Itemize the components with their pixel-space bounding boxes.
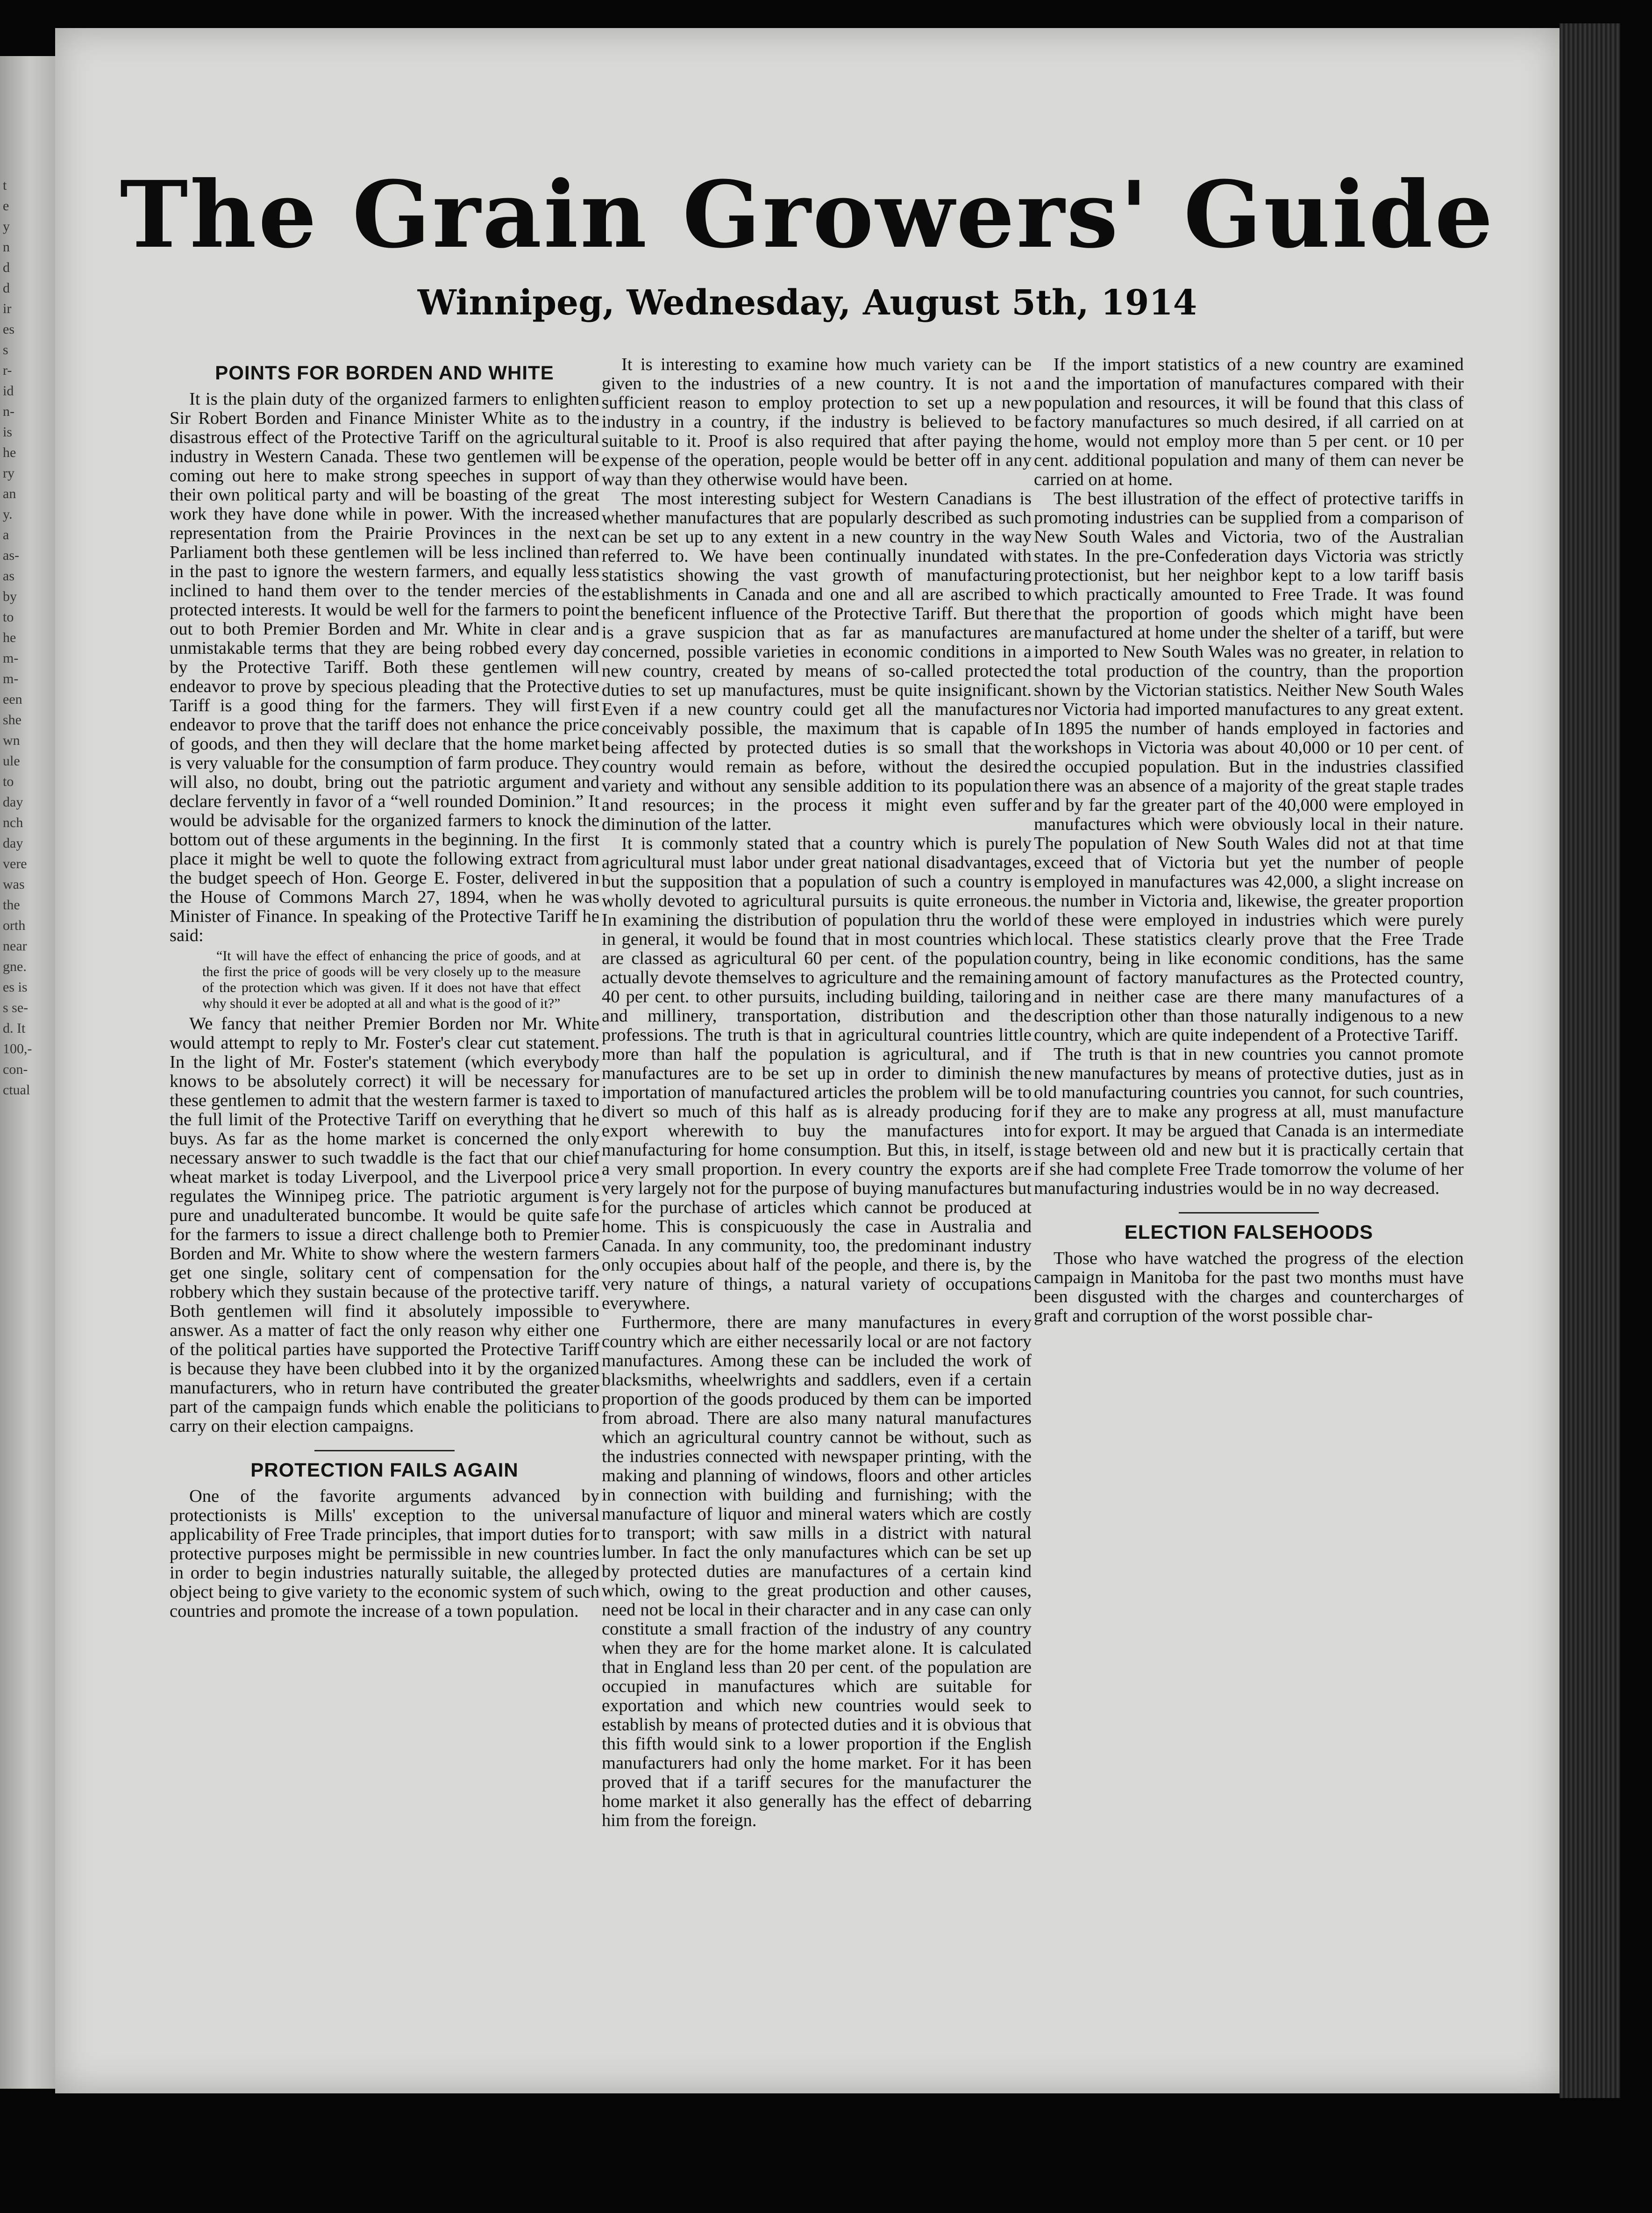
previous-page-text-fragment: as- xyxy=(3,548,19,563)
section-rule xyxy=(1179,1212,1319,1214)
article-paragraph: It is interesting to examine how much variety can be given to the industries of a new country. It is not a sufficient reason to employ protection to set up a new industry in a country, if the industry is believed to be suitable to it. Proof is also required that after paying the expense of the operation, people would be better off in any way than they otherwise would have been. xyxy=(602,355,1032,489)
column-2 xyxy=(602,355,1032,2084)
previous-page-text-fragment: id xyxy=(3,383,14,399)
previous-page-text-fragment: t xyxy=(3,178,7,193)
previous-page-text-fragment: con- xyxy=(3,1062,28,1077)
previous-page-text-fragment: gne. xyxy=(3,959,27,974)
previous-page-text-fragment: 100,- xyxy=(3,1041,32,1057)
article-paragraph: Furthermore, there are many manufactures in every country which are either necessarily local or are not factory manufactures. Among these can be included the work of blacksmiths, wheelwrights and saddlers, even if a certain proportion of the goods produced by them can be imported from abroad. There are also many natural manufactures which an agricultural country cannot be without, such as the industries connected with newspaper printing, with the making and planning of windows, floors and other articles in connection with building and furnishing; with the manufacture of liquor and mineral waters which are costly to transport; with saw mills in a district with natural lumber. In fact the only manufactures which can be set up by protected duties are manufactures of a certain kind which, owing to the great production and other causes, need not be local in their character and in any case can only constitute a small fraction of the industry of any country when they are for the home market alone. It is calculated that in England less than 20 per cent. of the population are occupied in manufactures which are suitable for exportation and which new countries would seek to establish by means of protected duties and it is obvious that this fifth would sink to a lower proportion if the English manufacturers had only the home market. For it has been proved that if a tariff secures for the manufacturer the home market it also generally has the effect of debarring him from the foreign. xyxy=(602,1313,1032,1830)
previous-page-text-fragment: n- xyxy=(3,404,14,419)
previous-page-text-fragment: ry xyxy=(3,465,14,481)
previous-page-text-fragment: the xyxy=(3,897,20,913)
previous-page-text-fragment: a xyxy=(3,527,9,543)
previous-page-text-fragment: ule xyxy=(3,753,20,769)
previous-page-text-fragment: s se- xyxy=(3,1000,28,1015)
article-paragraph: Those who have watched the progress of the election campaign in Manitoba for the past two months must have been disgusted with the charges and countercharges of graft and corruption of the worst possible char- xyxy=(1034,1249,1464,1326)
previous-page-text-fragment: nch xyxy=(3,815,23,830)
previous-page-text-fragment: es is xyxy=(3,979,28,995)
article-paragraph: The best illustration of the effect of protective tariffs in promoting industries can be supplied from a comparison of New South Wales and Victoria, two of the Australian states. In the pre-Confederation days Victoria was strictly protectionist, but her neighbor kept to a low tariff basis which practically amounted to Free Trade. It was found that the proportion of goods which might have been manufactured at home under the shelter of a tariff, but were imported to New South Wales was no greater, in relation to the total production of the country, than the proportion shown by the Victorian statistics. Neither New South Wales nor Victoria had imported manufactures to any great extent. In 1895 the number of hands employed in factories and workshops in Victoria was about 40,000 or 10 per cent. of the occupied population. But in the industries classified there was an absence of a majority of the great staple trades and by far the greater part of the 40,000 were employed in manufactures which were obviously local in their nature. The population of New South Wales did not at that time exceed that of Victoria but yet the number of people employed in manufactures was 42,000, a slight increase on the number in Victoria and, likewise, the greater proportion of these were employed in industries which were purely local. These statistics clearly prove that the Free Trade country, being in like economic conditions, has the same amount of factory manufactures as the Protected country, and in neither case are there many manufactures of a description other than those naturally indigenous to a new country, which are quite independent of a Protective Tariff. xyxy=(1034,489,1464,1045)
previous-page-text-fragment: d. It xyxy=(3,1021,26,1036)
previous-page-text-fragment: orth xyxy=(3,918,26,933)
previous-page-text-fragment: y xyxy=(3,219,10,234)
previous-page-text-fragment: an xyxy=(3,486,16,501)
previous-page-text-fragment: by xyxy=(3,589,17,604)
book-binding-edge xyxy=(1559,23,1620,2098)
article-paragraph: If the import statistics of a new country are examined and the importation of manufactures compared with their population and resources, it will be found that this class of factory manufactures so much desired, if all carried on at home, would not employ more than 5 per cent. or 10 per cent. additional population and many of them can never be carried on at home. xyxy=(1034,355,1464,489)
foster-quote: “It will have the effect of enhancing the price of goods, and at the first the price of goods will be very closely up to the measure of the protection which was given. If it does not have that effect why should it ever be adopted at all and what is the good of it?” xyxy=(202,948,581,1011)
newspaper-page xyxy=(55,28,1559,2093)
column-1 xyxy=(170,355,599,2084)
column-3 xyxy=(1034,355,1464,2084)
previous-page-text-fragment: s xyxy=(3,342,8,357)
previous-page-text-fragment: day xyxy=(3,794,23,810)
previous-page-text-fragment: n xyxy=(3,239,10,255)
article-paragraph: It is commonly stated that a country which is purely agricultural must labor under great national disadvantages, but the supposition that a population of such a country is wholly devoted to agricultural pursuits is quite erroneous. In examining the distribution of population thru the world in general, it would be found that in most countries which are classed as agricultural 60 per cent. of the population actually devote themselves to agriculture and the remaining 40 per cent. to other pursuits, including building, tailoring and millinery, transportation, distribution and the professions. The truth is that in agricultural countries little more than half the population is agricultural, and if manufactures are to be set up in order to diminish the importation of manufactured articles the problem will be to divert so much of this half as is already producing for export wherewith to buy the manufactures into manufacturing for home consumption. But this, in itself, is a very small proportion. In every country the exports are very largely not for the purpose of buying manufactures but for the purchase of articles which cannot be produced at home. This is conspicuously the case in Australia and Canada. In any community, too, the predominant industry only occupies about half of the people, and there is, by the very nature of things, a natural variety of occupations everywhere. xyxy=(602,834,1032,1313)
article-paragraph: The most interesting subject for Western Canadians is whether manufactures that are popularly described as such can be set up to any extent in a new country in the way referred to. We have been continually inundated with statistics showing the vast growth of manufacturing establishments in Canada and one and all are ascribed to the beneficent influence of the Protective Tariff. But there is a grave suspicion that as far as manufactures are concerned, possible varieties in economic conditions in a new country, created by means of so-called protected duties to set up manufactures, must be quite insignificant. Even if a new country could get all the manufactures conceivably possible, the maximum that is capable of being affected by protected duties is so small that the country would remain as before, without the desired variety and without any sensible addition to its population and resources; in the process it might even suffer diminution of the latter. xyxy=(602,489,1032,834)
previous-page-text-fragment: m- xyxy=(3,671,19,686)
previous-page-text-fragment: r- xyxy=(3,363,12,378)
previous-page-text-fragment: vere xyxy=(3,856,27,871)
previous-page-text-fragment: y. xyxy=(3,507,13,522)
previous-page-text-fragment: was xyxy=(3,877,25,892)
previous-page-text-fragment: is xyxy=(3,424,13,440)
previous-page-text-fragment: een xyxy=(3,692,22,707)
article-paragraph: The truth is that in new countries you cannot promote new manufactures by means of protective duties, just as in old manufacturing countries you cannot, for such countries, if they are to make any progress at all, must manufacture for export. It may be argued that Canada is an intermediate stage between old and new but it is practically certain that if she had complete Free Trade tomorrow the volume of her manufacturing industries would be in no way decreased. xyxy=(1034,1044,1464,1198)
section-rule xyxy=(314,1450,455,1451)
previous-page-text-fragment: es xyxy=(3,321,14,337)
previous-page-text-fragment: she xyxy=(3,712,21,728)
article-paragraph: One of the favorite arguments advanced by protectionists is Mills' exception to the universal applicability of Free Trade principles, that import duties for protective purposes might be permissible in new countries in order to begin industries naturally suitable, the alleged object being to give variety to the economic system of such countries and promote the increase of a town population. xyxy=(170,1486,599,1621)
previous-page-text-fragment: as xyxy=(3,568,14,584)
previous-page-text-fragment: ctual xyxy=(3,1082,30,1098)
article-paragraph: We fancy that neither Premier Borden nor Mr. White would attempt to reply to Mr. Foster's clear cut statement. In the light of Mr. Foster's statement (which everybody knows to be absolutely correct) it will be necessary for these gentlemen to admit that the western farmer is taxed to the full limit of the Protective Tariff on everything that he buys. As far as the home market is concerned the only necessary answer to such twaddle is the fact that our chief wheat market is today Liverpool, and the Liverpool price regulates the Winnipeg price. The patriotic argument is pure and unadulterated buncombe. It would be quite safe for the farmers to issue a direct challenge both to Premier Borden and Mr. White to show where the western farmers get one single, solitary cent of compensation for the robbery which they sustain because of the protective tariff. Both gentlemen will find it absolutely impossible to answer. As a matter of fact the only reason why either one of the political parties have supported the Protective Tariff is because they have been clubbed into it by the organized manufacturers, who in return have contributed the greater part of the campaign funds which enable the politicians to carry on their election campaigns. xyxy=(170,1014,599,1436)
article-paragraph: It is the plain duty of the organized farmers to enlighten Sir Robert Borden and Finance Minister White as to the disastrous effect of the Protective Tariff on the agricultural industry in Western Canada. These two gentlemen will be coming out here to make strong speeches in support of their own political party and will be boasting of the great work they have done while in power. With the increased representation from the Prairie Provinces in the next Parliament both these gentlemen will be less inclined than in the past to ignore the western farmers, and equally less inclined to hand them over to the tender mercies of the protected interests. It would be well for the farmers to point out to both Premier Borden and Mr. White in clear and unmistakable terms that they are being robbed every day by the Protective Tariff. Both these gentlemen will endeavor to prove by specious pleading that the Protective Tariff is a good thing for the farmers. They will first endeavor to prove that the tariff does not enhance the price of goods, and then they will declare that the home market is very valuable for the consumption of farm produce. They will also, no doubt, bring out the patriotic argument and declare fervently in favor of a “well rounded Dominion.” It would be advisable for the organized farmers to knock the bottom out of these arguments in the beginning. In the first place it might be well to quote the following extract from the budget speech of Hon. George E. Foster, delivered in the House of Commons March 27, 1894, when he was Minister of Finance. In speaking of the Protective Tariff he said: xyxy=(170,389,599,945)
previous-page-text-fragment: ir xyxy=(3,301,12,316)
previous-page-text-fragment: m- xyxy=(3,650,19,666)
dateline: Winnipeg, Wednesday, August 5th, 1914 xyxy=(417,283,1197,323)
previous-page-text-fragment: he xyxy=(3,445,16,460)
previous-page-text-fragment: d xyxy=(3,260,10,275)
previous-page-text-fragment: near xyxy=(3,938,27,954)
headline-points-for-borden: POINTS FOR BORDEN AND WHITE xyxy=(215,362,554,384)
headline-election-falsehoods: ELECTION FALSEHOODS xyxy=(1124,1221,1374,1243)
previous-page-text-fragment: to xyxy=(3,774,14,789)
previous-page-text-fragment: e xyxy=(3,198,9,214)
previous-page-fragment xyxy=(0,56,55,2089)
previous-page-text-fragment: d xyxy=(3,280,10,296)
previous-page-text-fragment: day xyxy=(3,835,23,851)
previous-page-text-fragment: wn xyxy=(3,733,20,748)
previous-page-text-fragment: to xyxy=(3,609,14,625)
previous-page-text-fragment: he xyxy=(3,630,16,645)
masthead-title: The Grain Growers' Guide xyxy=(120,161,1495,269)
headline-protection-fails: PROTECTION FAILS AGAIN xyxy=(250,1459,519,1481)
